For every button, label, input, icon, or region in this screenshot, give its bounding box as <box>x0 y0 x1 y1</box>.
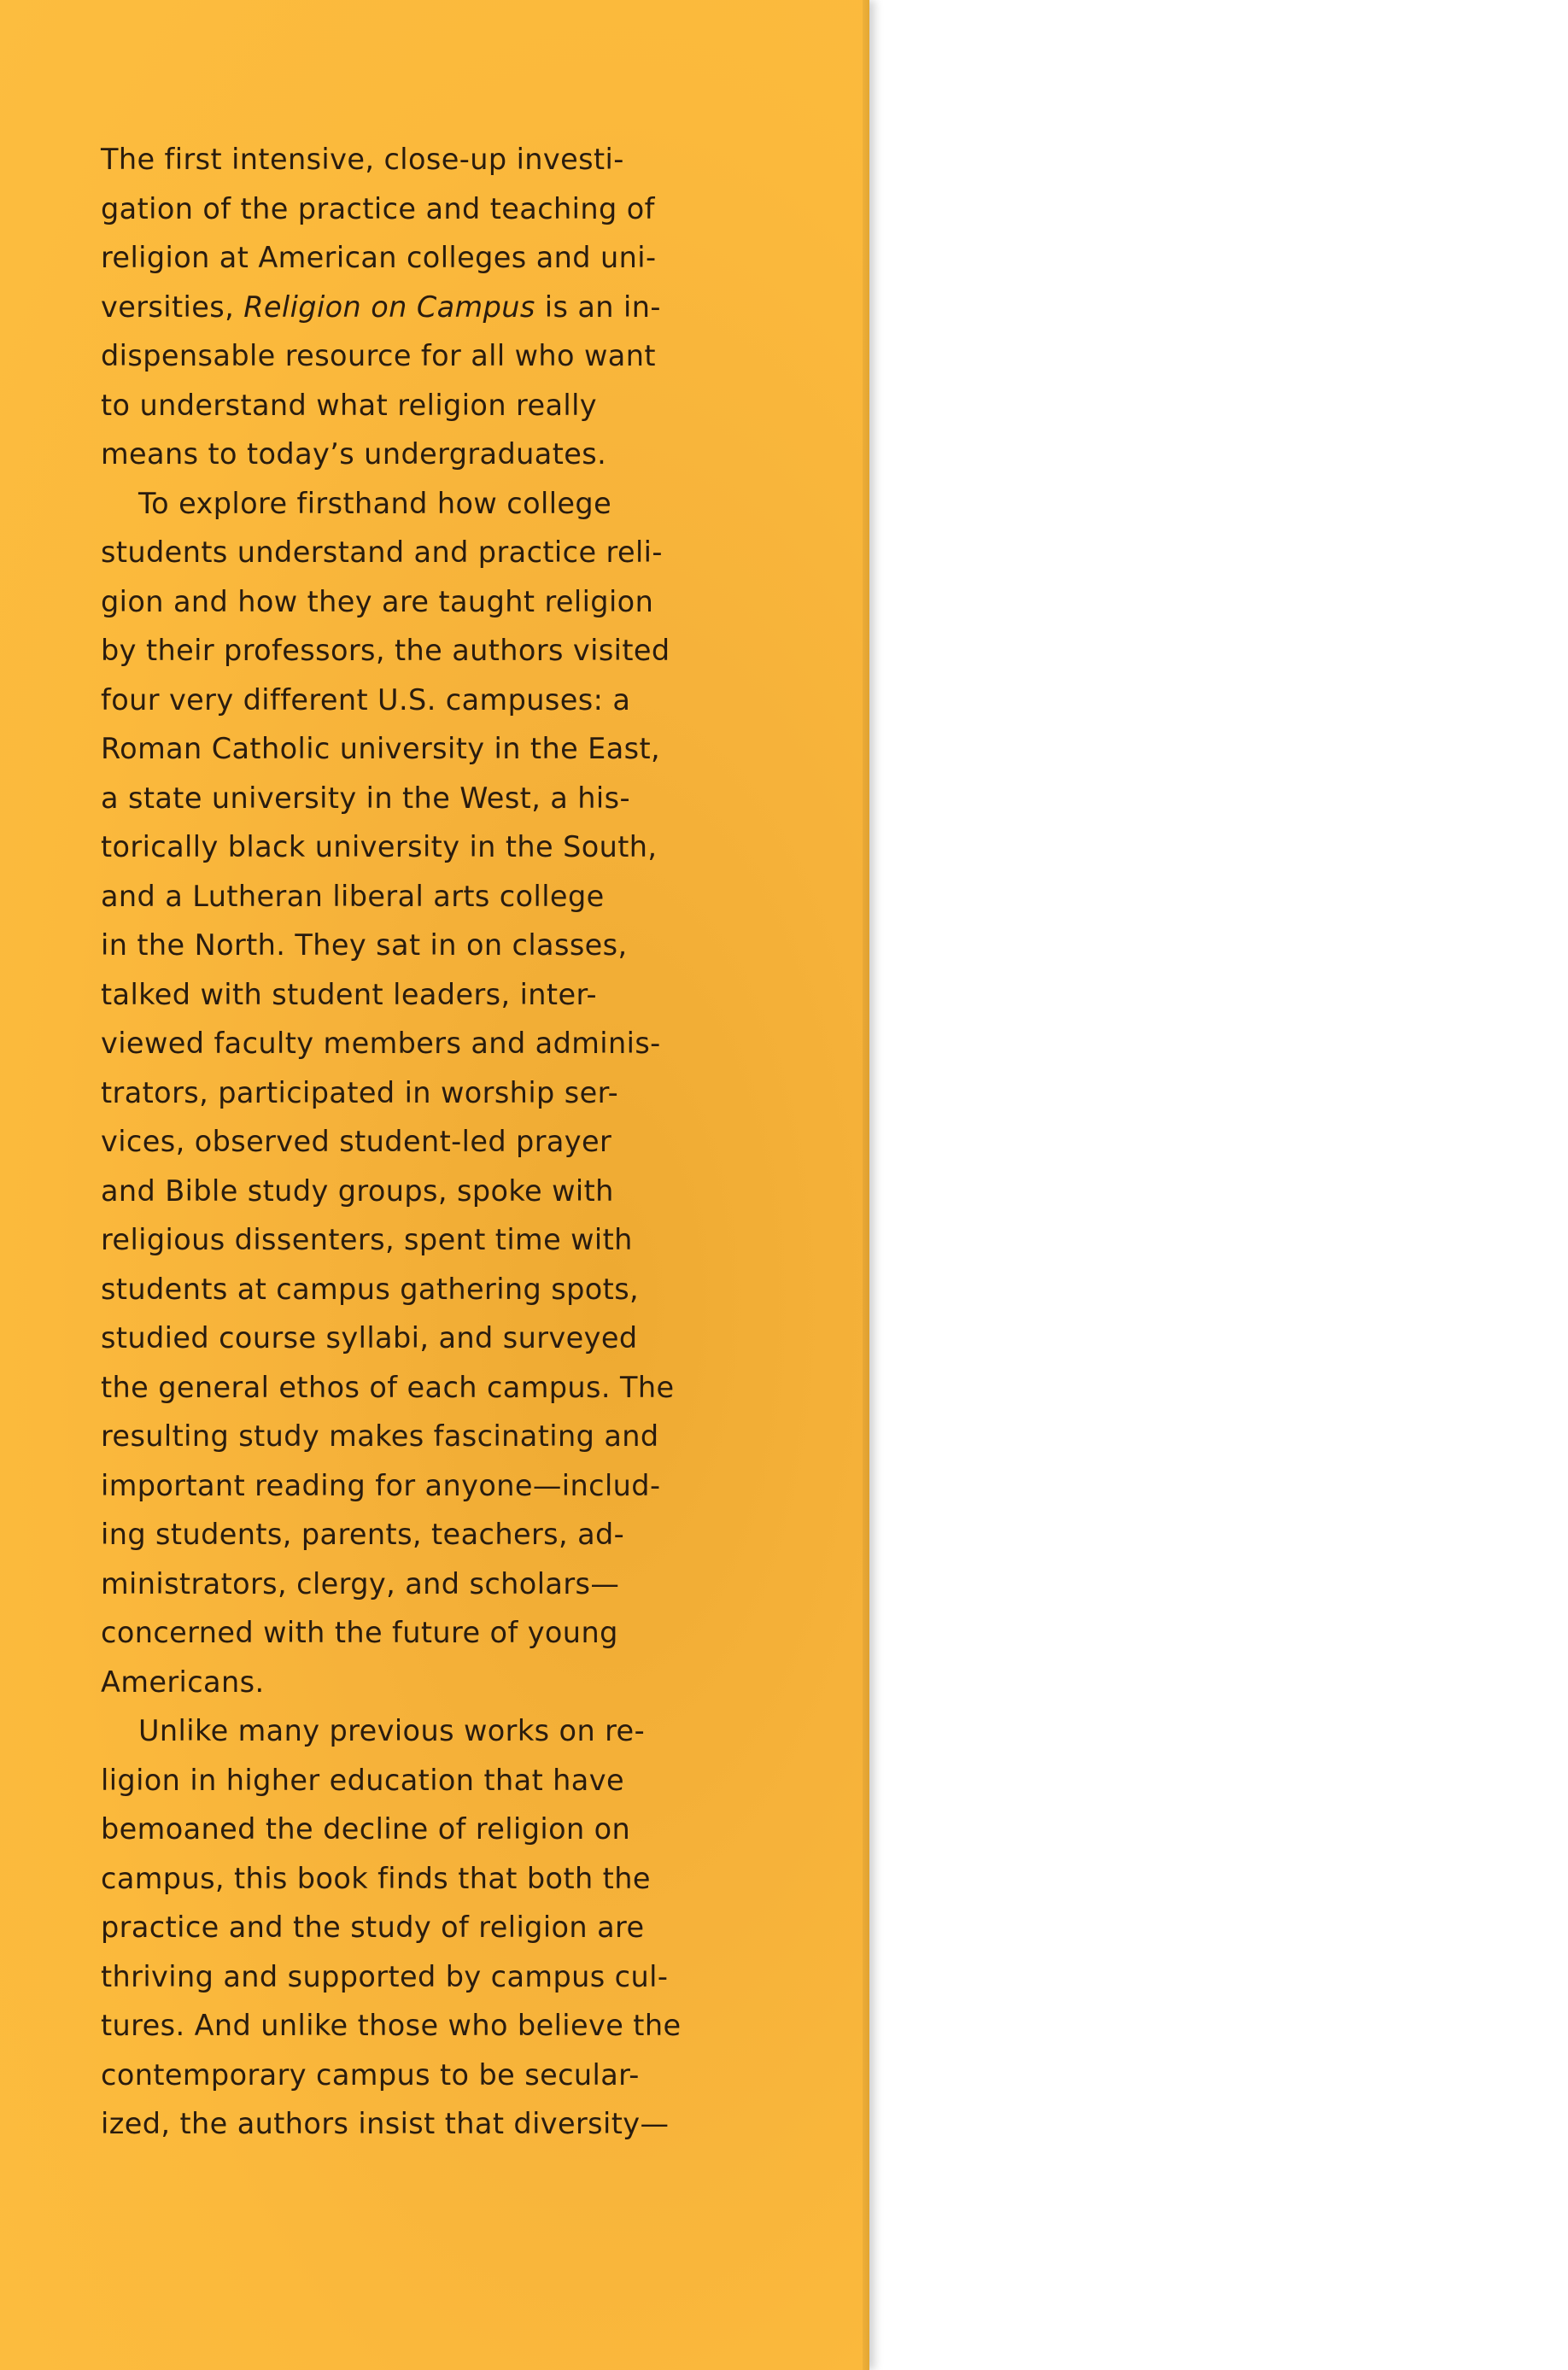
text-line <box>101 1019 869 1068</box>
text-segment: Unlike many previous works on re- <box>138 1714 646 1747</box>
book-title: Religion on Campus <box>243 290 535 324</box>
text-segment: tures. And unlike those who believe the <box>101 2009 682 2042</box>
text-segment: versities, <box>101 290 244 324</box>
text-line <box>101 381 869 430</box>
text-segment: is an in- <box>535 290 661 324</box>
text-segment: and a Lutheran liberal arts college <box>101 879 605 913</box>
text-line <box>101 2051 869 2100</box>
text-line <box>101 1215 869 1265</box>
text-line <box>101 430 869 479</box>
text-line <box>101 1903 869 1952</box>
text-segment: important reading for anyone—includ- <box>101 1468 661 1502</box>
text-segment: four very different U.S. campuses: a <box>101 682 631 717</box>
text-line <box>101 1265 869 1314</box>
text-line <box>101 626 869 676</box>
text-line <box>101 1314 869 1363</box>
text-line <box>101 1854 869 1904</box>
text-line <box>101 2099 869 2149</box>
text-segment: ligion in higher education that have <box>101 1763 624 1797</box>
text-segment: gion and how they are taught religion <box>101 584 654 618</box>
text-segment: and Bible study groups, spoke with <box>101 1173 614 1208</box>
text-line <box>101 1608 869 1658</box>
text-line <box>101 921 869 970</box>
text-line <box>101 1363 869 1413</box>
text-line <box>101 774 869 823</box>
text-segment: campus, this book finds that both the <box>101 1861 651 1895</box>
text-segment: ing students, parents, teachers, ad- <box>101 1518 625 1551</box>
text-line <box>101 724 869 774</box>
text-segment: gation of the practice and teaching of <box>101 191 655 225</box>
text-line <box>101 1952 869 2002</box>
text-segment: a state university in the West, a his- <box>101 781 630 815</box>
paragraph-3 <box>101 1706 869 2149</box>
text-segment: The first intensive, close-up investi- <box>101 143 624 176</box>
text-line <box>101 1756 869 1805</box>
text-line <box>101 135 869 184</box>
text-segment: thriving and supported by campus cul- <box>101 1959 669 1993</box>
flap-copy <box>101 135 869 2149</box>
text-line <box>101 1117 869 1167</box>
text-segment: trators, participated in worship ser- <box>101 1075 619 1109</box>
text-segment: ized, the authors insist that diversity— <box>101 2107 670 2140</box>
text-segment: practice and the study of religion are <box>101 1911 645 1944</box>
text-segment: students understand and practice reli- <box>101 535 663 569</box>
text-segment: Roman Catholic university in the East, <box>101 732 661 765</box>
text-line <box>101 872 869 922</box>
text-line <box>101 1461 869 1511</box>
text-line <box>101 1658 869 1707</box>
text-segment: bemoaned the decline of religion on <box>101 1812 631 1846</box>
text-segment: dispensable resource for all who want <box>101 339 656 372</box>
text-segment: means to today’s undergraduates. <box>101 437 607 471</box>
text-segment: torically black university in the South, <box>101 830 658 863</box>
text-segment: religion at American colleges and uni- <box>101 241 657 274</box>
text-line <box>101 970 869 1020</box>
text-line <box>101 2001 869 2051</box>
text-line <box>101 1706 869 1756</box>
text-segment: in the North. They sat in on classes, <box>101 928 628 962</box>
text-line <box>101 1510 869 1560</box>
text-line <box>101 331 869 381</box>
text-line <box>101 1167 869 1216</box>
text-segment: vices, observed student-led prayer <box>101 1125 612 1158</box>
text-segment: talked with student leaders, inter- <box>101 977 597 1011</box>
text-line <box>101 184 869 234</box>
text-line <box>101 233 869 283</box>
text-segment: by their professors, the authors visited <box>101 634 670 667</box>
text-line <box>101 676 869 725</box>
text-segment: religious dissenters, spent time with <box>101 1223 633 1256</box>
text-line <box>101 528 869 577</box>
text-segment: Americans. <box>101 1665 265 1699</box>
text-segment: the general ethos of each campus. The <box>101 1370 675 1404</box>
text-line <box>101 479 869 529</box>
paragraph-1 <box>101 135 869 479</box>
text-segment: concerned with the future of young <box>101 1616 618 1649</box>
text-line <box>101 1560 869 1609</box>
text-line <box>101 822 869 872</box>
text-segment: contemporary campus to be secular- <box>101 2057 640 2092</box>
text-segment: To explore firsthand how college <box>138 486 612 520</box>
paragraph-2 <box>101 479 869 1707</box>
text-line <box>101 577 869 627</box>
text-line <box>101 1412 869 1461</box>
text-segment: resulting study makes fascinating and <box>101 1419 659 1453</box>
text-line <box>101 283 869 332</box>
text-segment: students at campus gathering spots, <box>101 1272 640 1306</box>
text-segment: viewed faculty members and adminis- <box>101 1027 661 1060</box>
text-segment: ministrators, clergy, and scholars— <box>101 1566 620 1600</box>
text-line <box>101 1805 869 1854</box>
text-segment: to understand what religion really <box>101 388 598 422</box>
text-segment: studied course syllabi, and surveyed <box>101 1321 638 1355</box>
text-line <box>101 1068 869 1118</box>
